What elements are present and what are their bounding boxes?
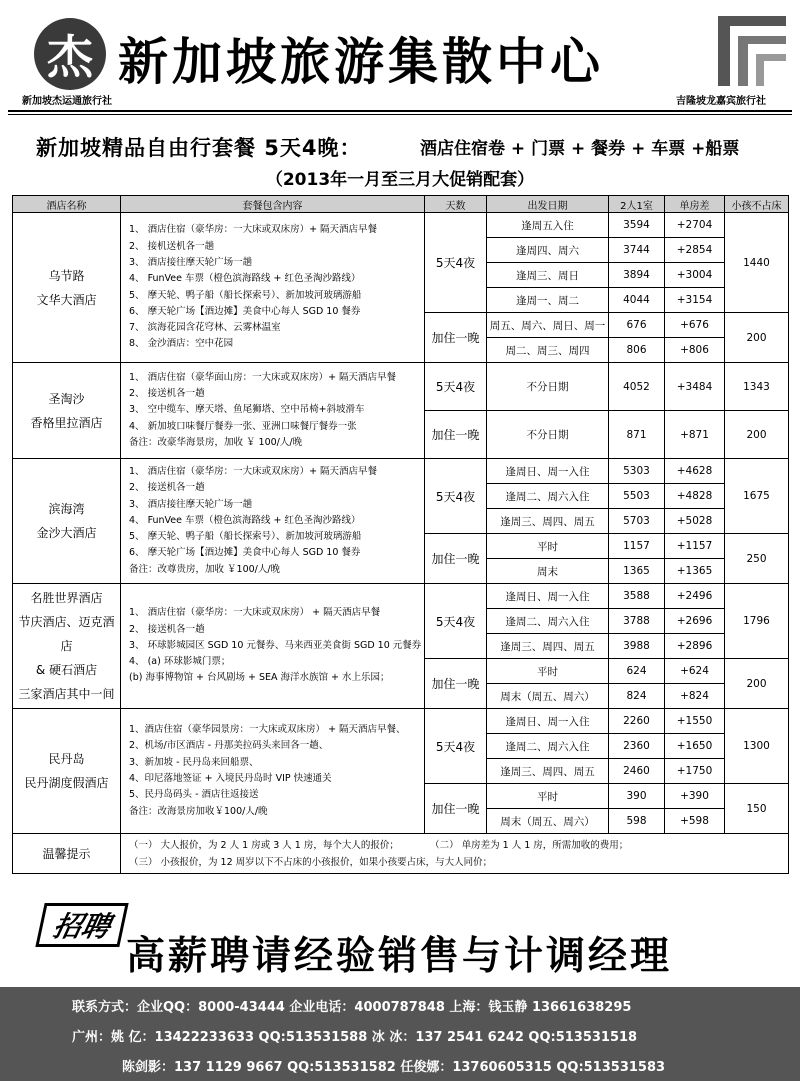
package-title: 新加坡精品自由行套餐 5天4晚：: [36, 136, 362, 160]
days-cell: 5天4夜: [425, 709, 487, 784]
header-days: 天数: [425, 196, 487, 213]
package-inclusions-line: 3、 环球影城园区 SGD 10 元餐券、马来西亚美食街 SGD 10 元餐券: [129, 639, 422, 651]
date-cell: 逢周二、周六入住: [487, 484, 609, 509]
contact-line: 广州：姚 亿：13422233633 QQ:513531588 冰 冰：137 2541 6242 QQ:513531518: [72, 1030, 638, 1045]
package-inclusions-line: 3、 酒店接往摩天轮广场一趟: [129, 256, 253, 268]
hotel-name: [13, 459, 121, 584]
package-inclusions-line: 4、 FunVee 车票（橙色滨海路线 + 红色圣淘沙路线）: [129, 273, 361, 285]
single-cell: +598: [665, 809, 725, 834]
package-inclusions-line: 3、新加坡 - 民丹岛来回船票、: [129, 756, 259, 768]
price-cell: 2460: [609, 759, 665, 784]
promo-period: （2013年一月至三月大促销配套）: [265, 170, 535, 190]
package-inclusions-line: 备注：改尊贵房，加收 ￥100/人/晚: [129, 563, 281, 575]
single-cell: +2896: [665, 634, 725, 659]
package-inclusions-line: 2、机场/市区酒店 - 丹那美拉码头来回各一趟、: [129, 740, 329, 752]
price-cell: 871: [609, 411, 665, 459]
price-cell: 806: [609, 338, 665, 363]
date-cell: 平时: [487, 659, 609, 684]
price-cell: 3744: [609, 238, 665, 263]
hotel-name-line: 金沙大酒店: [36, 526, 97, 540]
single-cell: +390: [665, 784, 725, 809]
price-cell: 2360: [609, 734, 665, 759]
hotel-name: [13, 584, 121, 709]
header-inclusions: 套餐包含内容: [121, 196, 425, 213]
child-cell: 200: [725, 411, 789, 459]
package-inclusions-line: 5、 摩天轮、鸭子船（船长探索号）、新加坡河玻璃游船: [129, 289, 362, 301]
header-child: 小孩不占床: [725, 196, 789, 213]
single-cell: +2854: [665, 238, 725, 263]
table-row: [13, 459, 789, 484]
tips-text: [121, 834, 789, 874]
company-logo: 杰: [34, 18, 106, 90]
single-cell: +1650: [665, 734, 725, 759]
price-cell: 3588: [609, 584, 665, 609]
hotel-name-line: 香格里拉酒店: [30, 415, 103, 430]
price-cell: 5703: [609, 509, 665, 534]
price-cell: 5303: [609, 459, 665, 484]
package-items: 酒店住宿卷 + 门票 + 餐券 + 车票 +船票: [420, 139, 740, 159]
package-inclusions-line: 3、 酒店接往摩天轮广场一趟: [129, 498, 253, 510]
table-row: [13, 213, 789, 238]
price-cell: 3788: [609, 609, 665, 634]
price-table: [12, 195, 789, 874]
single-cell: +4828: [665, 484, 725, 509]
package-inclusions-line: 5、民丹岛码头 - 酒店往返接送: [129, 789, 259, 801]
hotel-name-line: 滨海湾: [48, 502, 85, 516]
package-inclusions-line: 4、印尼落地签证 + 入境民丹岛时 VIP 快速通关: [129, 773, 332, 784]
single-cell: +4628: [665, 459, 725, 484]
child-cell: 150: [725, 784, 789, 834]
date-cell: 周末: [487, 559, 609, 584]
date-cell: 逢周三、周四、周五: [487, 509, 609, 534]
single-cell: +2704: [665, 213, 725, 238]
date-cell: 周五、周六、周日、周一: [487, 313, 609, 338]
package-inclusions-line: 2、 接送机各一趟: [129, 388, 205, 400]
tip-item: （一） 大人报价，为 2 人 1 房或 3 人 1 房，每个大人的报价；: [129, 839, 399, 851]
days-cell: 加住一晚: [425, 411, 487, 459]
package-inclusions-line: 4、 新加坡口味餐厅餐券一张、亚洲口味餐厅餐券一张: [129, 420, 357, 432]
date-cell: 逢周四、周六: [487, 238, 609, 263]
package-inclusions-line: 7、 滨海花园含花穹林、云雾林温室: [129, 322, 281, 334]
date-cell: 逢周日、周一入住: [487, 584, 609, 609]
tips-row: [13, 834, 789, 874]
single-cell: +806: [665, 338, 725, 363]
price-cell: 3894: [609, 263, 665, 288]
package-inclusions-line: 5、 摩天轮、鸭子船（船长探索号）、新加坡河玻璃游船: [129, 531, 362, 543]
package-inclusions-line: 1、 酒店住宿（豪华房：一大床或双床房） + 隔天酒店早餐: [129, 607, 381, 619]
hotel-name-line: 民丹岛: [48, 752, 85, 766]
date-cell: 逢周二、周六入住: [487, 609, 609, 634]
days-cell: 加住一晚: [425, 534, 487, 584]
date-cell: 逢周日、周一入住: [487, 709, 609, 734]
page-title: 新加坡旅游集散中心: [118, 33, 604, 91]
tips-line: [129, 837, 786, 854]
header-price: 2人1室: [609, 196, 665, 213]
date-cell: 逢周三、周四、周五: [487, 759, 609, 784]
hotel-name-line: 圣淘沙: [48, 391, 85, 406]
package-inclusions-line: 4、 (a) 环球影城门票；: [129, 656, 231, 668]
package-inclusions-line: 1、 酒店住宿（豪华房：一大床或双床房）+ 隔天酒店早餐: [129, 224, 378, 236]
price-cell: 3594: [609, 213, 665, 238]
package-inclusions-line: (b) 海事博物馆 + 台风剧场 + SEA 海洋水族馆 + 水上乐园；: [129, 672, 390, 684]
table-row: [13, 584, 789, 609]
days-cell: 加住一晚: [425, 659, 487, 709]
single-cell: +3154: [665, 288, 725, 313]
tips-label: 温馨提示: [13, 834, 121, 874]
single-cell: +1365: [665, 559, 725, 584]
price-cell: 3988: [609, 634, 665, 659]
package-inclusions: [121, 584, 425, 709]
date-cell: 逢周日、周一入住: [487, 459, 609, 484]
package-inclusions-line: 2、 接送机各一趟: [129, 482, 205, 494]
date-cell: 平时: [487, 784, 609, 809]
date-cell: 逢周一、周二: [487, 288, 609, 313]
price-cell: 1157: [609, 534, 665, 559]
child-cell: 200: [725, 313, 789, 363]
package-inclusions-line: 2、 接机送机各一趟: [129, 240, 215, 252]
days-cell: 5天4夜: [425, 584, 487, 659]
child-cell: 250: [725, 534, 789, 584]
date-cell: 逢周三、周日: [487, 263, 609, 288]
date-cell: 不分日期: [487, 411, 609, 459]
package-inclusions: [121, 709, 425, 834]
single-cell: +824: [665, 684, 725, 709]
header: [0, 0, 800, 112]
single-cell: +624: [665, 659, 725, 684]
partner-logo-icon: [714, 10, 790, 90]
single-cell: +3004: [665, 263, 725, 288]
single-cell: +2496: [665, 584, 725, 609]
package-inclusions-line: 2、 接送机各一趟: [129, 623, 205, 635]
single-cell: +1750: [665, 759, 725, 784]
package-inclusions: [121, 213, 425, 363]
child-cell: 1796: [725, 584, 789, 659]
contact-line: 联系方式：企业QQ：8000-43444 企业电话：4000787848 上海：钱玉静 13661638295: [72, 1000, 632, 1015]
hotel-name-line: 三家酒店其中一间: [18, 687, 115, 701]
date-cell: 不分日期: [487, 363, 609, 411]
days-cell: 加住一晚: [425, 784, 487, 834]
hotel-name-line: 名胜世界酒店: [30, 591, 103, 605]
date-cell: 周末（周五、周六）: [487, 809, 609, 834]
single-cell: +1157: [665, 534, 725, 559]
child-cell: 1440: [725, 213, 789, 313]
price-cell: 4044: [609, 288, 665, 313]
price-cell: 5503: [609, 484, 665, 509]
package-inclusions-line: 备注：改豪华海景房，加收 ￥ 100/人/晚: [129, 436, 303, 448]
table-row: [13, 363, 789, 411]
price-cell: 824: [609, 684, 665, 709]
contact-line: 陈剑影：137 1129 9667 QQ:513531582 任俊娜：13760605315 QQ:513531583: [122, 1060, 666, 1075]
child-cell: 1343: [725, 363, 789, 411]
header-date: 出发日期: [487, 196, 609, 213]
package-inclusions-line: 6、 摩天轮广场【酒边摊】美食中心每人 SGD 10 餐券: [129, 547, 361, 559]
package-inclusions-line: 4、 FunVee 车票（橙色滨海路线 + 红色圣淘沙路线）: [129, 514, 361, 526]
price-cell: 2260: [609, 709, 665, 734]
agency-left: 新加坡杰运通旅行社: [22, 96, 112, 107]
date-cell: 周末（周五、周六）: [487, 684, 609, 709]
hotel-name-line: 乌节路: [48, 268, 85, 283]
single-cell: +2696: [665, 609, 725, 634]
date-cell: 平时: [487, 534, 609, 559]
recruit-text: 高薪聘请经验销售与计调经理: [126, 934, 673, 979]
price-cell: 4052: [609, 363, 665, 411]
package-inclusions-line: 1、 酒店住宿（豪华房：一大床或双床房）+ 隔天酒店早餐: [129, 465, 378, 477]
table-header-row: [13, 196, 789, 213]
price-cell: 676: [609, 313, 665, 338]
child-cell: 1300: [725, 709, 789, 784]
package-inclusions-line: 1、 酒店住宿（豪华面山房：一大床或双床房）+ 隔天酒店早餐: [129, 371, 397, 383]
days-cell: 5天4夜: [425, 459, 487, 534]
hotel-name-line: 节庆酒店、迈克酒店: [18, 615, 115, 653]
price-cell: 624: [609, 659, 665, 684]
hotel-name-line: 文华大酒店: [36, 292, 97, 307]
price-cell: 1365: [609, 559, 665, 584]
header-single: 单房差: [665, 196, 725, 213]
date-cell: 周二、周三、周四: [487, 338, 609, 363]
package-inclusions-line: 备注：改海景房加收￥100/人/晚: [129, 805, 268, 817]
price-cell: 390: [609, 784, 665, 809]
single-cell: +3484: [665, 363, 725, 411]
hotel-name-line: & 硬石酒店: [35, 663, 98, 677]
price-cell: 598: [609, 809, 665, 834]
agency-right: 吉隆坡龙嘉宾旅行社: [676, 96, 766, 107]
package-inclusions: [121, 363, 425, 459]
table-row: [13, 709, 789, 734]
single-cell: +5028: [665, 509, 725, 534]
hotel-name: [13, 363, 121, 459]
hotel-name: [13, 213, 121, 363]
package-inclusions-line: 6、 摩天轮广场【酒边摊】美食中心每人 SGD 10 餐券: [129, 305, 361, 317]
date-cell: 逢周二、周六入住: [487, 734, 609, 759]
days-cell: 5天4夜: [425, 363, 487, 411]
recruit-stamp: 招聘: [35, 903, 128, 947]
days-cell: 加住一晚: [425, 313, 487, 363]
hotel-name-line: 民丹湖度假酒店: [24, 776, 109, 790]
divider: [8, 114, 792, 115]
tip-item: （二） 单房差为 1 人 1 房，所需加收的费用；: [434, 839, 629, 851]
child-cell: 200: [725, 659, 789, 709]
single-cell: +676: [665, 313, 725, 338]
tip-item: （三） 小孩报价，为 12 周岁以下不占床的小孩报价，如果小孩要占床，与大人同价；: [129, 856, 493, 868]
child-cell: 1675: [725, 459, 789, 534]
single-cell: +871: [665, 411, 725, 459]
date-cell: 逢周五入住: [487, 213, 609, 238]
package-inclusions-line: 8、 金沙酒店：空中花园: [129, 338, 234, 350]
hotel-name: [13, 709, 121, 834]
days-cell: 5天4夜: [425, 213, 487, 313]
package-inclusions-line: 3、 空中缆车、摩天塔、鱼尾狮塔、空中吊椅+斜坡滑车: [129, 404, 365, 416]
divider: [8, 110, 792, 112]
contact-band: [0, 987, 800, 1081]
package-inclusions-line: 1、酒店住宿（豪华园景房：一大床或双床房） + 隔天酒店早餐、: [129, 724, 406, 736]
date-cell: 逢周三、周四、周五: [487, 634, 609, 659]
single-cell: +1550: [665, 709, 725, 734]
header-hotel: 酒店名称: [13, 196, 121, 213]
package-inclusions: [121, 459, 425, 584]
